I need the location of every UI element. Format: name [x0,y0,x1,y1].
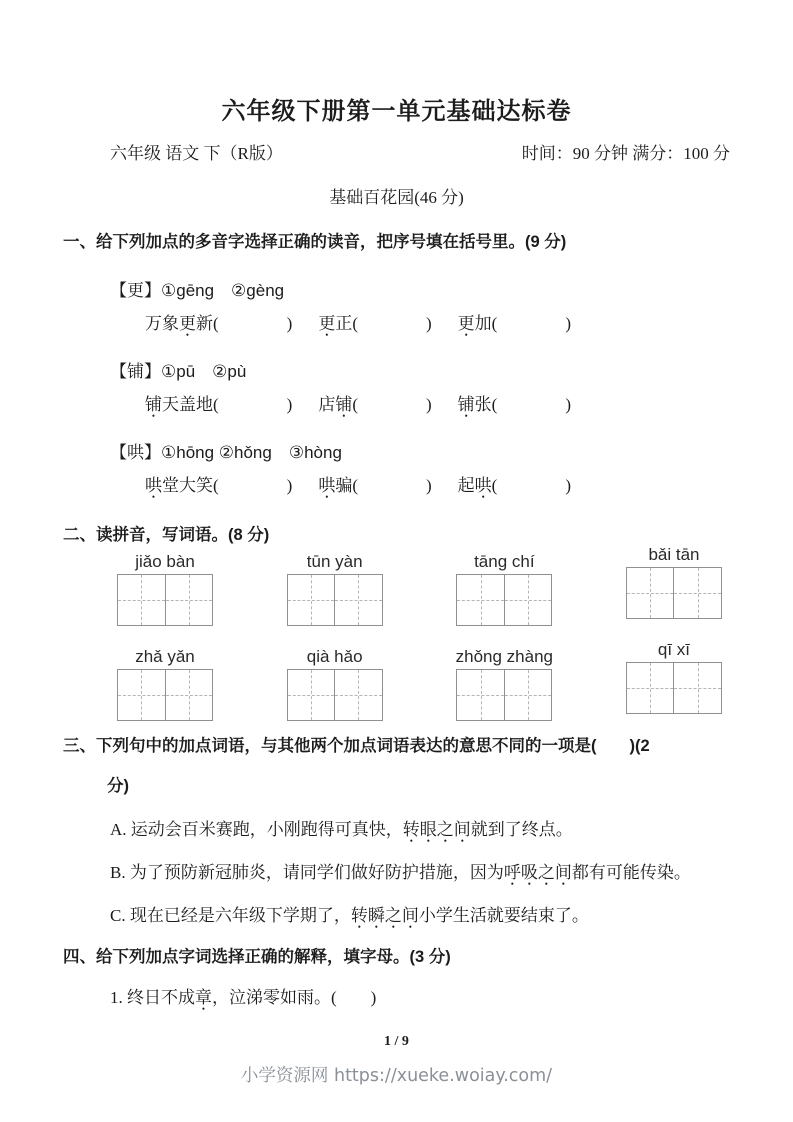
footer-site-link[interactable]: 小学资源网 https://xueke.woiay.com/ [240,1066,553,1086]
polyphone-items-pu [63,394,730,416]
writing-grid [117,574,213,626]
writing-grid [287,574,383,626]
question-1-header: 一、给下列加点的多音字选择正确的读音，把序号填在括号里。(9 分) [63,233,567,251]
word-blank: 哄骗( ) [318,476,432,495]
polyphone-bracket: 【哄】 [110,443,161,462]
word-blank: 起哄( ) [457,476,571,495]
question-4 [63,946,730,1009]
emphasized-char: 章 [195,988,212,1007]
writing-grid [456,669,552,721]
pinyin-label: qià hǎo [306,647,363,666]
polyphone-options: ①gēng ②gèng [161,281,285,300]
question-3 [63,735,730,927]
pinyin-word-unit [624,546,724,626]
question-3-header-line1: 三、下列句中的加点词语，与其他两个加点词语表达的意思不同的一项是( )(2 [63,737,650,755]
polyphone-items-geng [63,313,730,335]
option-label: B. [110,863,130,882]
page-title: 六年级下册第一单元基础达标卷 [221,99,572,125]
question-1 [63,231,730,497]
pinyin-word-unit [285,648,385,721]
pinyin-label: jiǎo bàn [135,552,195,571]
emphasized-phrase: 呼吸之间 [503,863,572,882]
pinyin-word-unit [115,648,215,721]
page-number: 1 / 9 [384,1034,409,1049]
word-blank: 铺张( ) [457,395,571,414]
emphasized-phrase: 转眼之间 [402,820,471,839]
exam-meta-row [63,143,730,165]
word-blank: 更正( ) [318,314,432,333]
pinyin-word-unit [285,553,385,626]
word-blank: 店铺( ) [318,395,432,414]
question-4-item-1: 1. 终日不成章，泣涕零如雨。( ) [110,988,377,1007]
question-2 [63,524,730,721]
word-blank: 哄堂大笑( ) [145,476,293,495]
pinyin-label: qī xī [657,640,691,659]
pinyin-word-unit [624,641,724,721]
polyphone-options: ①pū ②pù [161,362,247,381]
writing-grid [456,574,552,626]
section-title: 基础百花园(46 分) [329,188,464,207]
polyphone-options: ①hōng ②hǒng ③hòng [161,443,342,462]
writing-grid [117,669,213,721]
polyphone-group-geng [63,280,730,302]
polyphone-items-hong [63,475,730,497]
word-blank: 万象更新( ) [145,314,293,333]
pinyin-word-unit [454,553,554,626]
pinyin-word-unit [115,553,215,626]
pinyin-label: tāng chí [474,552,535,571]
pinyin-label: zhǎ yǎn [135,647,195,666]
polyphone-group-hong [63,442,730,464]
polyphone-bracket: 【铺】 [110,362,161,381]
question-3-header-line2: 分) [107,777,129,795]
pinyin-word-unit [454,648,554,721]
pinyin-label: tūn yàn [306,552,363,571]
exam-meta-left: 六年级 语文 下（R版） [110,144,283,163]
pinyin-row-1 [63,545,730,626]
option-label: A. [110,820,131,839]
question-4-header: 四、给下列加点字词选择正确的解释，填字母。(3 分) [63,948,451,966]
emphasized-phrase: 转瞬之间 [350,906,419,925]
option-c: C. 现在已经是六年级下学期了，转瞬之间小学生活就要结束了。 [110,906,589,925]
pinyin-label: zhǒng zhàng [455,647,553,666]
option-b: B. 为了预防新冠肺炎，请同学们做好防护措施，因为呼吸之间都有可能传染。 [110,863,691,882]
question-2-header: 二、读拼音，写词语。(8 分) [63,526,270,544]
option-a: A. 运动会百米赛跑，小刚跑得可真快，转眼之间就到了终点。 [110,820,573,839]
polyphone-bracket: 【更】 [110,281,161,300]
word-blank: 铺天盖地( ) [145,395,293,414]
item-number: 1. [110,988,127,1007]
writing-grid [626,662,722,714]
polyphone-group-pu [63,361,730,383]
exam-meta-right: 时间：90 分钟 满分：100 分 [521,144,730,163]
writing-grid [626,567,722,619]
pinyin-row-2 [63,640,730,721]
option-label: C. [110,906,130,925]
word-blank: 更加( ) [457,314,571,333]
writing-grid [287,669,383,721]
pinyin-label: bǎi tān [648,545,700,564]
